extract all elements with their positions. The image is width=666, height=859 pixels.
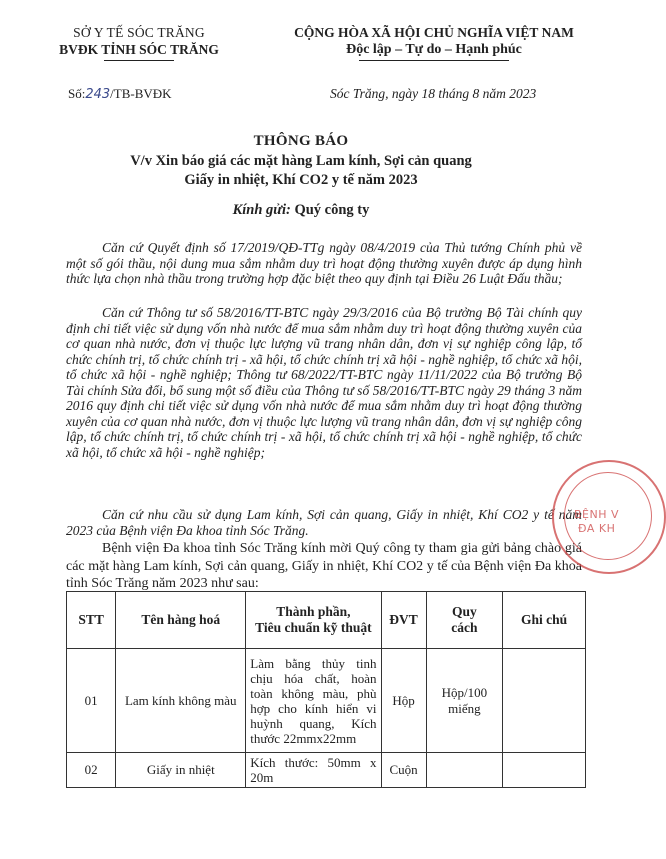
items-table [66, 591, 586, 788]
paragraph-text: Bệnh viện Đa khoa tỉnh Sóc Trăng kính mời Quý công ty tham gia gửi bảng chào giá các mặt hàng Lam kính, Sợi cản quang, Giấy in nhiệt, Khí CO2 y tế của Bệnh viện Đa khoa tỉnh Sóc Trăng năm 2023 như sau: [66, 541, 582, 591]
cell-stt: 02 [67, 753, 116, 788]
paragraph-text: Căn cứ Thông tư số 58/2016/TT-BTC ngày 29/3/2016 của Bộ trưởng Bộ Tài chính quy định chi tiết việc sử dụng vốn nhà nước để mua sắm nhằm duy trì hoạt động thường xuyên của cơ quan nhà nước, đơn vị thuộc lực lượng vũ trang nhân dân, đơn vị sự nghiệp công lập, tổ chức chính trị, tổ chức chính trị - xã hội, tổ chức chính trị xã hội - nghề nghiệp, tổ chức xã hội, tổ chức xã hội - nghề nghiệp; Thông tư 68/2022/TT-BTC ngày 11/11/2022 của Bộ trưởng Bộ Tài chính Sửa đổi, bổ sung một số điều của Thông tư số 58/2016/TT-BTC ngày 29 tháng 3 năm 2016 quy định chi tiết việc sử dụng vốn nhà nước để mua sắm nhằm duy trì hoạt động thường xuyên của cơ quan nhà nước, đơn vị thuộc lực lượng vũ trang nhân dân, đơn vị sự nghiệp công lập, tổ chức chính trị, tổ chức chính trị - xã hội, tổ chức chính trị xã hội - nghề nghiệp, tổ chức xã hội, tổ chức xã hội - nghề nghiệp; [66, 305, 582, 460]
issuing-authority [18, 24, 260, 61]
stamp-text-2: ĐA KH [578, 522, 616, 535]
cell-pack [426, 753, 503, 788]
header-name: Tên hàng hoá [116, 592, 246, 649]
parent-agency: SỞ Y TẾ SÓC TRĂNG [73, 25, 205, 40]
subject-line-2: Giấy in nhiệt, Khí CO2 y tế năm 2023 [184, 172, 418, 188]
table-row [67, 649, 586, 753]
header-pack [426, 592, 503, 649]
stamp-text-1: BỆNH V [574, 508, 620, 521]
doc-heading: THÔNG BÁO [253, 133, 349, 149]
cell-note [503, 649, 586, 753]
cell-spec: Làm bằng thủy tinh chịu hóa chất, hoàn toàn không màu, phù hợp cho kính hiển vi huỳnh quang, Kích thước 22mmx22mm [246, 649, 381, 753]
hospital-stamp [552, 460, 666, 574]
doc-number-handwritten: 243 [85, 87, 111, 102]
date-line: Sóc Trăng, ngày 18 tháng 8 năm 2023 [330, 86, 537, 101]
paragraph-needs [66, 507, 582, 538]
motto: Độc lập – Tự do – Hạnh phúc [346, 42, 522, 57]
cell-unit: Hộp [381, 649, 426, 753]
paragraph-legal-basis-1 [66, 240, 582, 287]
cell-name: Giấy in nhiệt [116, 753, 246, 788]
header-spec-line2: Tiêu chuẩn kỹ thuật [255, 620, 372, 635]
paragraph-invitation [66, 540, 582, 593]
header-stt: STT [67, 592, 116, 649]
header-right-underline [359, 60, 509, 61]
cell-note [503, 753, 586, 788]
cell-name: Lam kính không màu [116, 649, 246, 753]
header-unit: ĐVT [381, 592, 426, 649]
doc-number-prefix: Số: [68, 86, 86, 101]
hospital-name: BVĐK TỈNH SÓC TRĂNG [59, 42, 219, 57]
doc-number-suffix: /TB-BVĐK [110, 86, 172, 101]
header-pack-line1: Quy [451, 604, 477, 619]
cell-pack: Hộp/100 miếng [426, 649, 503, 753]
greeting-recipient: Quý công ty [294, 202, 370, 218]
cell-unit: Cuộn [381, 753, 426, 788]
country-name: CỘNG HÒA XÃ HỘI CHỦ NGHĨA VIỆT NAM [294, 25, 574, 40]
cell-spec: Kích thước: 50mm x 20m [246, 753, 381, 788]
header-pack-line2: cách [451, 620, 478, 635]
paragraph-text: Căn cứ Quyết định số 17/2019/QĐ-TTg ngày 08/4/2019 của Thủ tướng Chính phủ về một số gói thầu, nội dung mua sắm nhằm duy trì hoạt động thường xuyên được áp dụng hình thức lựa chọn nhà thầu trong trường hợp đặc biệt theo quy định tại Điều 26 Luật Đấu thầu; [66, 240, 582, 286]
header-spec-line1: Thành phần, [276, 604, 351, 619]
paragraph-legal-basis-2 [66, 305, 582, 460]
greeting-label: Kính gửi: [232, 202, 291, 218]
paragraph-text: Căn cứ nhu cầu sử dụng Lam kính, Sợi cản quang, Giấy in nhiệt, Khí CO2 y tế năm 2023 của Bệnh viện Đa khoa tỉnh Sóc Trăng. [66, 507, 582, 538]
document-number [68, 86, 172, 102]
header-left-underline [104, 60, 174, 61]
table-header-row [67, 592, 586, 649]
greeting [0, 202, 602, 219]
national-motto [282, 24, 586, 61]
table-row [67, 753, 586, 788]
subject-line-1: V/v Xin báo giá các mặt hàng Lam kính, Sợi cản quang [130, 153, 472, 169]
header-note: Ghi chú [503, 592, 586, 649]
header-spec [246, 592, 381, 649]
cell-stt: 01 [67, 649, 116, 753]
